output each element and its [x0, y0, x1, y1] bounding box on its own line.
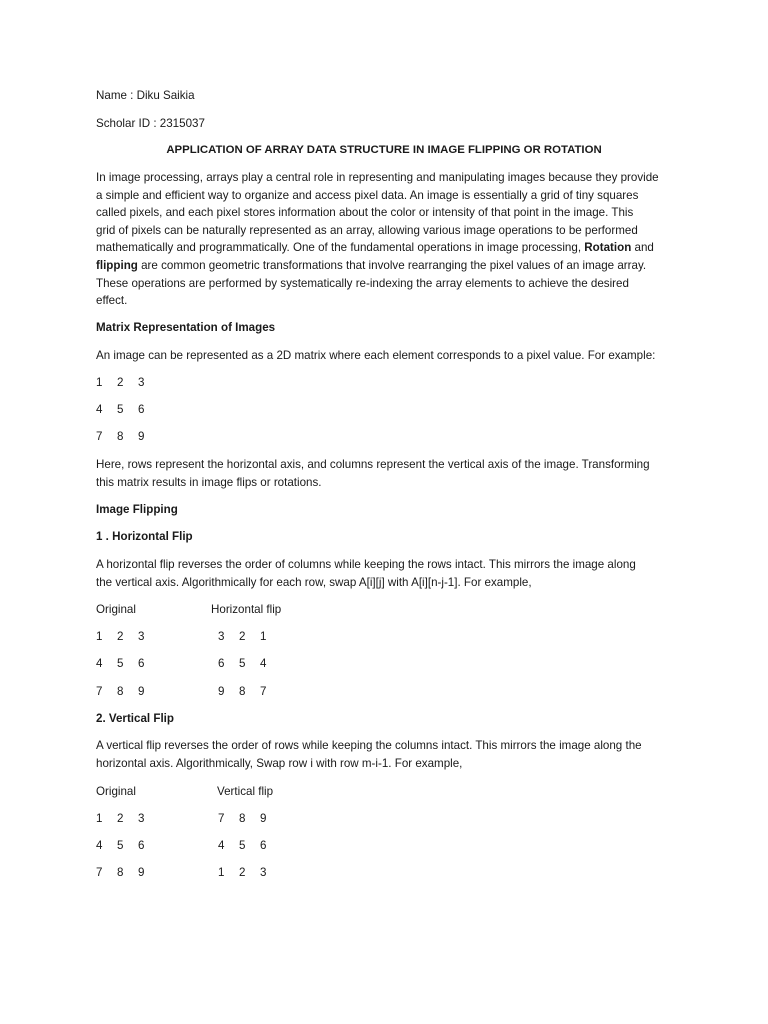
- matrix-cell: 1: [96, 630, 103, 643]
- matrix-cell: 7: [96, 430, 103, 443]
- matrix-cell: 4: [260, 657, 267, 670]
- explanation-line: Here, rows represent the horizontal axis, and columns represent the vertical axis of the image. Transforming: [96, 458, 650, 471]
- matrix-cell: 8: [117, 685, 124, 698]
- matrix-row: [96, 401, 159, 418]
- matrix-cell: 9: [138, 866, 145, 879]
- intro-line: effect.: [96, 294, 128, 308]
- document-title: APPLICATION OF ARRAY DATA STRUCTURE IN IMAGE FLIPPING OR ROTATION: [166, 144, 602, 156]
- horizontal-flip-matrix-row: [218, 655, 281, 672]
- matrix-cell: 7: [260, 685, 267, 698]
- matrix-cell: 3: [138, 812, 145, 825]
- intro-line: [96, 239, 676, 257]
- matrix-cell: 4: [96, 839, 103, 852]
- intro-line: In image processing, arrays play a central role in representing and manipulating images because they provide: [96, 171, 659, 184]
- matrix-cell: 4: [218, 839, 225, 852]
- image-flipping-heading: Image Flipping: [96, 503, 178, 516]
- matrix-cell: 7: [96, 685, 103, 698]
- matrix-intro: An image can be represented as a 2D matrix where each element corresponds to a pixel value. For example:: [96, 349, 656, 362]
- original-label: Original: [96, 785, 136, 798]
- matrix-cell: 8: [117, 430, 124, 443]
- vertical-flip-heading: 2. Vertical Flip: [96, 712, 174, 725]
- matrix-cell: 5: [239, 839, 246, 852]
- matrix-cell: 1: [218, 866, 225, 879]
- matrix-cell: 5: [239, 657, 246, 670]
- matrix-cell: 6: [138, 657, 145, 670]
- intro-line: These operations are performed by systematically re-indexing the array elements to achieve the desired: [96, 276, 629, 290]
- description-line: A vertical flip reverses the order of rows while keeping the columns intact. This mirrors the image along the: [96, 739, 642, 752]
- horizontal-flip-heading: 1 . Horizontal Flip: [96, 530, 193, 543]
- flipping-term: flipping: [96, 258, 138, 272]
- matrix-cell: 1: [260, 630, 267, 643]
- vertical-flip-description: [96, 737, 676, 772]
- matrix-cell: 2: [117, 630, 124, 643]
- horizontal-flip-matrix-row: [218, 628, 281, 645]
- intro-paragraph: [96, 169, 676, 310]
- intro-text: are common geometric transformations that involve rearranging the pixel values of an image array.: [141, 258, 647, 272]
- matrix-cell: 2: [239, 866, 246, 879]
- vertical-flip-matrix-row: [218, 837, 281, 854]
- matrix-cell: 3: [260, 866, 267, 879]
- matrix-cell: 8: [239, 685, 246, 698]
- explanation-line: this matrix results in image flips or rotations.: [96, 475, 322, 489]
- matrix-cell: 7: [218, 812, 225, 825]
- matrix-row: [96, 428, 159, 445]
- matrix-cell: 6: [138, 403, 145, 416]
- student-name: Name : Diku Saikia: [96, 89, 195, 102]
- original-matrix-row: [96, 683, 159, 700]
- matrix-row: [96, 374, 159, 391]
- description-line: horizontal axis. Algorithmically, Swap row i with row m-i-1. For example,: [96, 756, 463, 770]
- matrix-explanation: [96, 456, 676, 491]
- horizontal-flip-matrix-row: [218, 683, 281, 700]
- matrix-cell: 2: [117, 812, 124, 825]
- original-matrix-row: [96, 810, 159, 827]
- horizontal-flip-label: Horizontal flip: [211, 603, 282, 616]
- matrix-cell: 3: [218, 630, 225, 643]
- matrix-cell: 8: [239, 812, 246, 825]
- matrix-cell: 8: [117, 866, 124, 879]
- matrix-cell: 7: [96, 866, 103, 879]
- matrix-cell: 6: [138, 839, 145, 852]
- intro-line: grid of pixels can be naturally represented as an array, allowing various image operations to be performed: [96, 223, 638, 237]
- intro-text: and: [634, 241, 654, 255]
- matrix-cell: 1: [96, 812, 103, 825]
- matrix-cell: 5: [117, 403, 124, 416]
- matrix-cell: 1: [96, 376, 103, 389]
- vertical-flip-matrix-row: [218, 810, 281, 827]
- intro-line: [96, 257, 676, 275]
- matrix-cell: 9: [218, 685, 225, 698]
- matrix-cell: 9: [260, 812, 267, 825]
- intro-line: a simple and efficient way to organize and access pixel data. An image is essentially a grid of tiny squares: [96, 188, 639, 202]
- matrix-cell: 9: [138, 685, 145, 698]
- original-matrix-row: [96, 837, 159, 854]
- intro-text: mathematically and programmatically. One of the fundamental operations in image processing,: [96, 241, 582, 255]
- vertical-flip-label: Vertical flip: [217, 785, 274, 798]
- matrix-cell: 6: [218, 657, 225, 670]
- matrix-cell: 4: [96, 403, 103, 416]
- matrix-cell: 6: [260, 839, 267, 852]
- matrix-cell: 3: [138, 630, 145, 643]
- matrix-cell: 5: [117, 839, 124, 852]
- description-line: the vertical axis. Algorithmically for each row, swap A[i][j] with A[i][n-j-1]. For example,: [96, 575, 532, 589]
- horizontal-flip-description: [96, 556, 676, 591]
- original-matrix-row: [96, 655, 159, 672]
- matrix-cell: 9: [138, 430, 145, 443]
- matrix-cell: 5: [117, 657, 124, 670]
- original-matrix-row: [96, 864, 159, 881]
- matrix-cell: 3: [138, 376, 145, 389]
- matrix-cell: 2: [239, 630, 246, 643]
- vertical-flip-matrix-row: [218, 864, 281, 881]
- intro-line: called pixels, and each pixel stores information about the color or intensity of that point in the image. This: [96, 206, 634, 220]
- original-label: Original: [96, 603, 136, 616]
- matrix-section-heading: Matrix Representation of Images: [96, 321, 276, 334]
- scholar-id: Scholar ID : 2315037: [96, 117, 205, 130]
- matrix-cell: 2: [117, 376, 124, 389]
- rotation-term: Rotation: [584, 241, 632, 255]
- matrix-cell: 4: [96, 657, 103, 670]
- original-matrix-row: [96, 628, 159, 645]
- description-line: A horizontal flip reverses the order of columns while keeping the rows intact. This mirrors the image along: [96, 558, 636, 571]
